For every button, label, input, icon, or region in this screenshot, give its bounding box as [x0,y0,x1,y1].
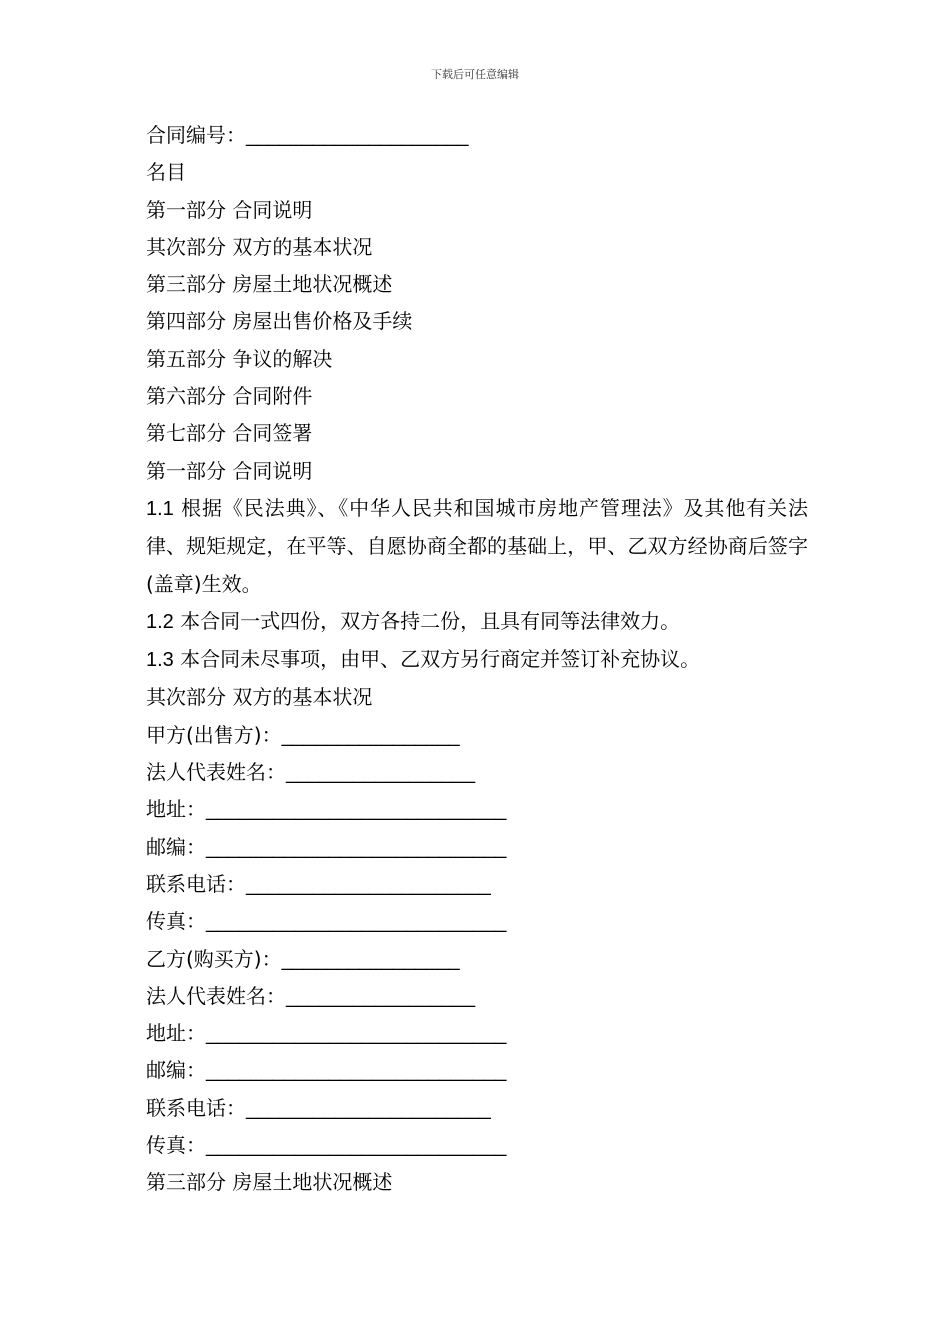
field-blank: ___________________________ [206,1060,507,1083]
contract-number-line [146,117,808,154]
clause-text: 根据《民法典》、《中华人民共和国城市房地产管理法》及其他有关法律、规矩规定，在平等、自愿协商全都的基础上，甲、乙双方经协商后签字(盖章)生效。 [146,495,809,596]
field-blank: ___________________________ [206,1023,507,1046]
contract-number-blank: ____________________ [246,125,469,147]
document-body [146,117,808,1202]
clause-number: 1.1 [146,497,174,520]
toc-item: 其次部分 双方的基本状况 [146,234,373,259]
party-b-blank: ________________ [281,948,460,971]
party-b-field [146,1127,808,1164]
toc-item: 第六部分 合同附件 [146,384,313,409]
field-blank: ___________________________ [206,799,507,822]
clause [146,603,808,641]
field-label: 地址： [146,1021,206,1046]
field-blank: ___________________________ [206,1135,507,1158]
party-a-field [146,866,808,903]
field-label: 邮编： [146,834,206,859]
party-a-title [146,717,808,754]
clause-text: 本合同一式四份，双方各持二份，且具有同等法律效力。 [180,608,681,633]
party-b-label: 乙方(购买方)： [146,946,282,971]
clause-number: 1.3 [146,649,174,672]
party-b-field [146,1052,808,1089]
field-label: 联系电话： [146,1095,246,1120]
party-b-field [146,978,808,1015]
field-label: 地址： [146,797,206,822]
contract-number-label: 合同编号： [146,123,246,147]
toc-title: 名目 [146,160,186,185]
toc-item: 第四部分 房屋出售价格及手续 [146,309,413,334]
field-blank: _________________ [286,762,476,785]
part3-heading: 第三部分 房屋土地状况概述 [146,1170,393,1195]
toc-item: 第七部分 合同签署 [146,421,313,446]
field-blank: ______________________ [246,1097,491,1120]
party-a-blank: ________________ [281,724,460,747]
field-label: 联系电话： [146,871,246,896]
toc-item: 第三部分 房屋土地状况概述 [146,272,393,297]
party-b-field [146,1015,808,1052]
field-blank: ___________________________ [206,836,507,859]
field-label: 传真： [146,1133,206,1158]
toc-item: 第五部分 争议的解决 [146,346,333,371]
party-a-label: 甲方(出售方)： [146,722,282,747]
field-blank: ______________________ [246,873,491,896]
part1-heading: 第一部分 合同说明 [146,458,313,483]
party-b-field [146,1090,808,1127]
field-blank: _________________ [286,985,476,1008]
field-label: 法人代表姓名： [146,760,286,785]
clause-text: 本合同未尽事项，由甲、乙双方另行商定并签订补充协议。 [180,647,701,672]
clause [146,490,808,603]
party-a-field [146,791,808,828]
clause-number: 1.2 [146,610,174,633]
part2-heading: 其次部分 双方的基本状况 [146,685,373,710]
field-label: 法人代表姓名： [146,983,286,1008]
party-a-field [146,903,808,940]
field-label: 邮编： [146,1058,206,1083]
field-label: 传真： [146,909,206,934]
clause [146,641,808,679]
party-b-title [146,941,808,978]
field-blank: ___________________________ [206,911,507,934]
party-a-field [146,829,808,866]
toc-item: 第一部分 合同说明 [146,197,313,222]
header-note: 下载后可任意编辑 [431,68,519,81]
party-a-field [146,754,808,791]
